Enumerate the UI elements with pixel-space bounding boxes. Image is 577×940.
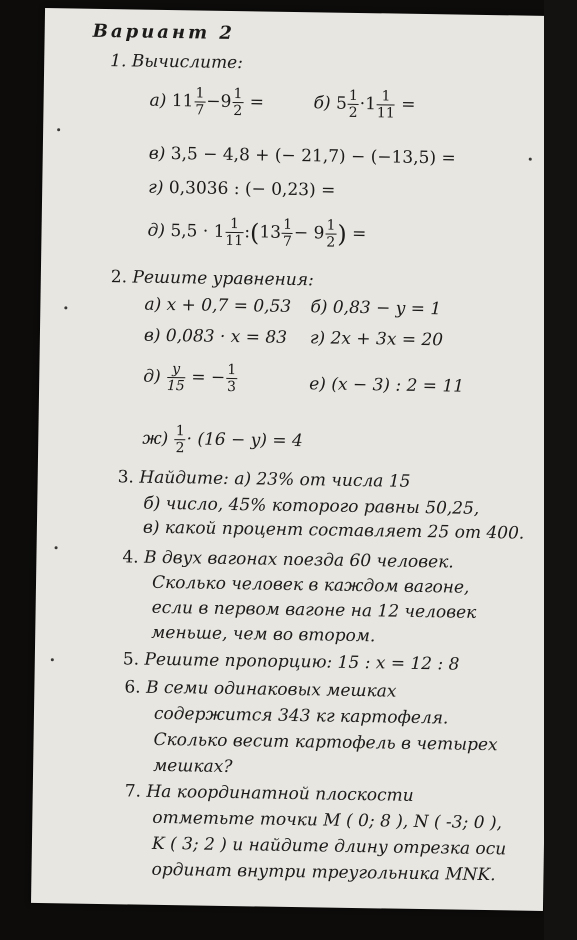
task4-line4: меньше, чем во втором. [151,622,376,647]
task2-b-expr: 0,83 − y = 1 [332,297,442,320]
task4-line2: Сколько человек в каждом вагоне, [151,572,470,598]
task2-a [144,295,291,317]
task1-d-eq: = [351,223,367,245]
task5-line [123,649,460,674]
paper-speck [51,658,54,661]
task1-a-frac2 [232,87,243,118]
task1-d-colon: : [244,222,251,243]
task2-zh-expr: · (16 − y) = 4 [186,429,303,452]
task1-d-frac2 [282,218,293,249]
task6-number: 6. [124,677,141,698]
task4-line1 [122,547,454,572]
task1-a-eq: = [249,92,265,113]
frac-numerator: 1 [195,85,205,102]
task2-e-label: е) [309,374,327,395]
frac-denominator: 7 [195,102,205,119]
task1-v-label: в) [148,143,166,164]
task7-line1 [125,781,414,806]
task6-text-1: В семи одинаковых мешках [145,677,397,702]
frac-denominator: 7 [282,233,292,250]
task1-b-frac1 [348,89,359,120]
task3-number: 3. [117,467,135,488]
task3-text-1: Найдите: а) 23% от числа 15 [139,467,411,492]
task1-b-eq: = [401,94,416,115]
frac-denominator: 11 [376,105,395,122]
task1-a-whole: 11 [171,91,194,112]
task1-a-frac1 [194,86,205,117]
paper-speck [57,128,60,131]
paper-speck [55,546,58,549]
task2-zh-label: ж) [142,428,169,450]
task1-d-whole2: 13 [259,222,282,243]
task1-v [149,144,456,169]
task2-zh [142,424,303,458]
task2-d-frac2 [226,363,237,394]
task7-line2: отметьте точки M ( 0; 8 ), N ( -3; 0 ), [152,807,503,834]
task1-a-op: −9 [206,91,232,112]
frac-numerator: 1 [225,217,243,233]
task1-b-frac2 [377,89,395,120]
task2-b [310,297,441,319]
task1-d [147,216,366,250]
dark-background-edge [544,0,577,940]
frac-denominator: 3 [226,378,237,396]
frac-denominator: 2 [348,104,358,121]
task4-line3: если в первом вагоне на 12 человек [151,597,477,623]
worksheet-content [31,8,557,911]
task2-g-expr: 2x + 3x = 20 [330,328,444,351]
task2-zh-frac [174,424,185,455]
task1-number: 1. [110,51,127,72]
frac-numerator: 1 [348,87,359,104]
task1-g-label: г) [148,177,164,198]
task2-e-expr: (x − 3) : 2 = 11 [331,374,465,397]
task1-v-expr: 3,5 − 4,8 + (− 21,7) − (−13,5) = [170,144,456,169]
task7-line3: K ( 3; 2 ) и найдите длину отрезка оси [151,833,507,860]
task1-d-label: д) [147,220,166,241]
frac-denominator: 15 [166,377,185,395]
task2-v-expr: 0,083 · x = 83 [165,325,288,348]
task2-b-label: б) [310,297,328,318]
task7-number: 7. [124,781,142,802]
frac-numerator: 1 [377,89,395,105]
frac-denominator: 2 [233,103,243,120]
task3-line2: б) число, 45% которого равны 50,25, [143,493,480,519]
task2-d [143,362,238,394]
worksheet-paper [31,8,557,911]
task2-d-mid: = − [191,367,226,388]
left-paren: ( [249,218,260,247]
task1-a [149,86,264,119]
task7-text-1: На координатной плоскости [146,781,414,806]
frac-numerator: 1 [175,423,185,440]
task1-header [110,51,243,73]
task5-text: Решите пропорцию: 15 : x = 12 : 8 [144,649,460,675]
task5-number: 5. [122,649,140,670]
task6-line1 [124,677,396,701]
task4-text-1: В двух вагонах поезда 60 человек. [143,547,454,573]
task1-d-pre: 5,5 · 1 [170,221,225,242]
task6-line3: Сколько весит картофель в четырех [153,729,498,756]
task2-g [310,328,443,350]
task3-line1 [118,467,411,492]
task7-line4: ординат внутри треугольника MNK. [151,859,496,886]
task1-heading: Вычислите: [131,51,244,74]
frac-numerator: 1 [233,86,243,103]
frac-numerator: 1 [227,361,237,379]
paper-speck [529,158,532,161]
task1-g-expr: 0,3036 : (− 0,23) = [168,178,336,201]
task2-d-frac1 [167,362,185,393]
task1-b-label: б) [313,93,331,114]
frac-denominator: 2 [175,440,185,457]
task6-line2: содержится 343 кг картофеля. [153,703,449,729]
task2-v [144,326,287,348]
task2-a-label: а) [144,294,162,315]
task1-b-whole: 5 [335,93,348,114]
task4-number: 4. [122,547,139,568]
task1-g [148,178,335,201]
task1-d-op: − 9 [293,222,325,244]
task1-b [313,88,415,121]
frac-numerator: 1 [283,216,293,233]
task1-a-label: а) [149,90,167,111]
paper-speck [64,306,67,309]
frac-denominator: 11 [225,232,244,250]
task2-g-label: г) [309,328,326,349]
task2-heading: Решите уравнения: [132,267,314,291]
variant-title: Вариант 2 [92,20,236,45]
frac-numerator: 1 [326,217,336,234]
task2-a-expr: x + 0,7 = 0,53 [166,294,292,317]
right-paren: ) [337,220,347,249]
task2-header [111,267,314,290]
frac-denominator: 2 [326,234,336,251]
task2-e [309,374,464,396]
task1-d-frac1 [225,217,243,248]
task3-line3: в) какой процент составляет 25 от 400. [142,517,525,544]
task1-d-frac3 [325,218,336,249]
task1-b-op: ·1 [359,93,377,115]
task2-number: 2. [110,267,128,288]
task6-line4: мешках? [153,755,233,778]
task2-v-label: в) [143,325,161,346]
frac-numerator: y [167,362,185,378]
task2-d-label: д) [143,366,161,387]
